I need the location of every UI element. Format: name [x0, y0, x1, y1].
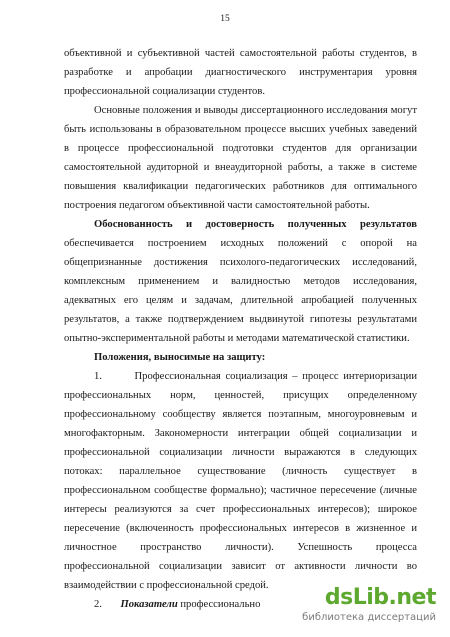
validity-bold-lead: Обоснованность и достоверность полученных результатов: [94, 219, 417, 230]
thesis-item-2-emphasis: Показатели: [120, 599, 178, 610]
page-number: 15: [220, 14, 230, 24]
watermark-logo: dsLib.net: [324, 585, 436, 610]
thesis-item-2-number: 2.: [94, 599, 121, 610]
site-watermark[interactable]: [292, 585, 442, 631]
paragraph-continuation: объективной и субъективной частей самостоятельной работы студентов, в разработке и апробации диагностического инструментария уровня профессиональной социализации студентов.: [64, 48, 417, 97]
validity-text: обеспечивается построением исходных положений с опорой на общепризнанные достижения психолого-педагогических исследований, комплексным применением и валидностью методов исследования, адекватных его целям и задачам, длительной апробацией полученных результатов, а также подтверждением выдвинутой гипотезы результатами опытно-экспериментальной работы и методами математической статистики.: [64, 238, 417, 344]
thesis-item-1: 1. Профессиональная социализация – процесс интериоризации профессиональных норм, ценностей, присущих определенному профессиональному сообществу является поэтапным, многоуровневым и многофакторным. Закономерности интеграции общей социализации и профессиональной социализации личности выражаются в следующих потоках: параллельное существование (личность существует в профессиональном сообществе формально); частичное пересечение (личные интересы реализуются за счет профессиональных интересов); широкое пересечение (включенность профессиональных интересов в жизненное и личностное пространство личности). Успешность процесса профессиональной социализации зависит от активности личности во взаимодействии с профессиональной средой.: [64, 371, 420, 591]
watermark-caption: библиотека диссертаций: [302, 612, 436, 623]
thesis-item-2-text: профессионально: [177, 599, 261, 610]
document-body: [64, 44, 420, 614]
paragraph-validity: [64, 215, 417, 348]
theses-heading: Положения, выносимые на защиту:: [94, 352, 266, 363]
paragraph-applications: Основные положения и выводы диссертационного исследования могут быть использованы в образовательном процессе высших учебных заведений в процессе профессиональной подготовки студентов для организации самостоятельной аудиторной и внеаудиторной работы, а также в системе повышения квалификации педагогических работников для оптимального построения педагогом объективной части самостоятельной работы.: [64, 105, 417, 211]
